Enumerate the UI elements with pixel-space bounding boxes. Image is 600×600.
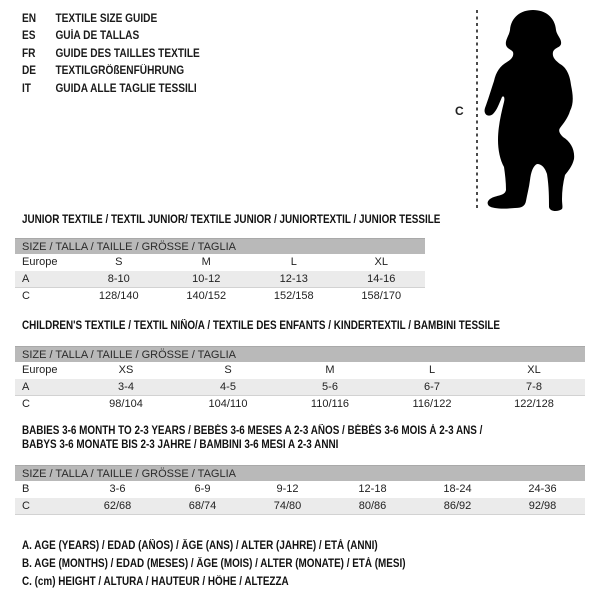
row-label: Europe bbox=[22, 256, 58, 268]
table-row bbox=[15, 481, 585, 498]
table-cell: 116/122 bbox=[412, 398, 452, 410]
babies-heading-line2: BABYS 3-6 MONATE BIS 2-3 JAHRE / BAMBINI 3-6 MESI A 2-3 ANNI bbox=[22, 439, 339, 451]
lang-title: TEXTILE SIZE GUIDE bbox=[55, 12, 158, 25]
legend bbox=[22, 537, 468, 591]
toddler-silhouette bbox=[485, 10, 575, 211]
table-cell: 122/128 bbox=[514, 398, 554, 410]
language-title-list bbox=[22, 10, 224, 98]
table-row bbox=[15, 271, 425, 288]
lang-row-de bbox=[22, 63, 200, 81]
row-label: A bbox=[22, 273, 30, 285]
junior-section bbox=[15, 213, 441, 305]
table-cell: L bbox=[290, 256, 297, 268]
table-cell: 8-10 bbox=[107, 273, 130, 285]
row-label: Europe bbox=[22, 364, 58, 376]
row-label: A bbox=[22, 381, 30, 393]
table-cell: 110/116 bbox=[310, 398, 350, 410]
lang-code: FR bbox=[22, 47, 36, 60]
table-cell: 140/152 bbox=[186, 290, 227, 302]
table-row bbox=[15, 396, 585, 413]
row-label: C bbox=[22, 398, 30, 410]
table-rows bbox=[15, 254, 425, 305]
table-cell: 18-24 bbox=[443, 483, 472, 495]
table-cell: 10-12 bbox=[192, 273, 221, 285]
table-cell: 6-9 bbox=[194, 483, 211, 495]
legend-line-b: B. AGE (MONTHS) / EDAD (MESES) / ÂGE (MOIS) / ALTER (MONATE) / ETÀ (MESI) bbox=[22, 558, 406, 570]
table-cell: 6-7 bbox=[424, 381, 440, 393]
table-cell: 152/158 bbox=[273, 290, 314, 302]
table-size-header-bar: SIZE / TALLA / TAILLE / GRÖSSE / TAGLIA bbox=[15, 346, 585, 362]
table-row bbox=[15, 288, 425, 305]
junior-size-table bbox=[15, 238, 425, 305]
table-cell: 5-6 bbox=[322, 381, 338, 393]
table-cell: XS bbox=[118, 364, 134, 376]
lang-row-it bbox=[22, 80, 200, 98]
legend-line-a: A. AGE (YEARS) / EDAD (AÑOS) / ÂGE (ANS) / ALTER (JAHRE) / ETÀ (ANNI) bbox=[22, 540, 378, 552]
table-cell: L bbox=[428, 364, 436, 376]
table-rows bbox=[15, 362, 585, 413]
lang-title: GUÍA DE TALLAS bbox=[55, 30, 140, 43]
table-cell: 74/80 bbox=[273, 500, 302, 512]
children-heading: CHILDREN'S TEXTILE / TEXTIL NIÑO/A / TEXTILE DES ENFANTS / KINDERTEXTIL / BAMBINI TESSILE bbox=[22, 320, 501, 332]
height-marker-label: C bbox=[455, 104, 464, 118]
table-cell: 128/140 bbox=[98, 290, 139, 302]
lang-row-en bbox=[22, 10, 200, 28]
row-label: B bbox=[22, 483, 30, 495]
babies-heading-line1: BABIES 3-6 MONTH TO 2-3 YEARS / BEBÉS 3-6 MESES A 2-3 AÑOS / BÉBÉS 3-6 MOIS À 2-3 ANS / bbox=[22, 425, 483, 437]
lang-code: ES bbox=[22, 30, 36, 43]
table-cell: 68/74 bbox=[188, 500, 217, 512]
table-cell: 62/68 bbox=[103, 500, 132, 512]
table-cell: XL bbox=[527, 364, 541, 376]
junior-heading: JUNIOR TEXTILE / TEXTIL JUNIOR/ TEXTILE JUNIOR / JUNIORTEXTIL / JUNIOR TESSILE bbox=[22, 214, 441, 226]
toddler-silhouette-figure bbox=[450, 2, 600, 220]
babies-size-table bbox=[15, 465, 585, 515]
babies-section bbox=[15, 424, 585, 515]
table-row bbox=[15, 362, 585, 379]
table-cell: 4-5 bbox=[220, 381, 236, 393]
lang-code: EN bbox=[22, 12, 37, 25]
row-label: C bbox=[22, 290, 30, 302]
table-cell: S bbox=[115, 256, 123, 268]
table-cell: 3-4 bbox=[118, 381, 134, 393]
table-row bbox=[15, 379, 585, 396]
table-cell: M bbox=[201, 256, 211, 268]
lang-title: GUIDE DES TAILLES TEXTILE bbox=[55, 47, 200, 60]
table-row bbox=[15, 498, 585, 515]
lang-title: GUIDA ALLE TAGLIE TESSILI bbox=[55, 82, 197, 95]
table-cell: 104/110 bbox=[208, 398, 248, 410]
table-cell: S bbox=[224, 364, 232, 376]
table-cell: M bbox=[325, 364, 335, 376]
table-cell: 14-16 bbox=[367, 273, 396, 285]
row-label: C bbox=[22, 500, 30, 512]
table-cell: 3-6 bbox=[109, 483, 126, 495]
table-size-header-bar: SIZE / TALLA / TAILLE / GRÖSSE / TAGLIA bbox=[15, 465, 585, 481]
children-size-table bbox=[15, 346, 585, 413]
table-cell: 158/170 bbox=[361, 290, 402, 302]
lang-code: DE bbox=[22, 65, 37, 78]
table-cell: 98/104 bbox=[109, 398, 143, 410]
lang-row-fr bbox=[22, 45, 200, 63]
table-cell: 7-8 bbox=[526, 381, 542, 393]
table-cell: 12-13 bbox=[279, 273, 308, 285]
legend-line-c: C. (cm) HEIGHT / ALTURA / HAUTEUR / HÖHE / ALTEZZA bbox=[22, 576, 289, 588]
table-cell: 9-12 bbox=[276, 483, 299, 495]
table-cell: 12-18 bbox=[358, 483, 387, 495]
lang-code: IT bbox=[22, 82, 32, 95]
table-cell: 92/98 bbox=[528, 500, 557, 512]
table-cell: XL bbox=[374, 256, 388, 268]
children-section bbox=[15, 319, 585, 413]
lang-title: TEXTILGRÖßENFÜHRUNG bbox=[55, 65, 185, 78]
table-cell: 80/86 bbox=[358, 500, 387, 512]
table-row bbox=[15, 254, 425, 271]
table-cell: 24-36 bbox=[528, 483, 557, 495]
table-rows bbox=[15, 481, 585, 515]
table-cell: 86/92 bbox=[443, 500, 472, 512]
lang-row-es bbox=[22, 28, 200, 46]
table-size-header-bar: SIZE / TALLA / TAILLE / GRÖSSE / TAGLIA bbox=[15, 238, 425, 254]
